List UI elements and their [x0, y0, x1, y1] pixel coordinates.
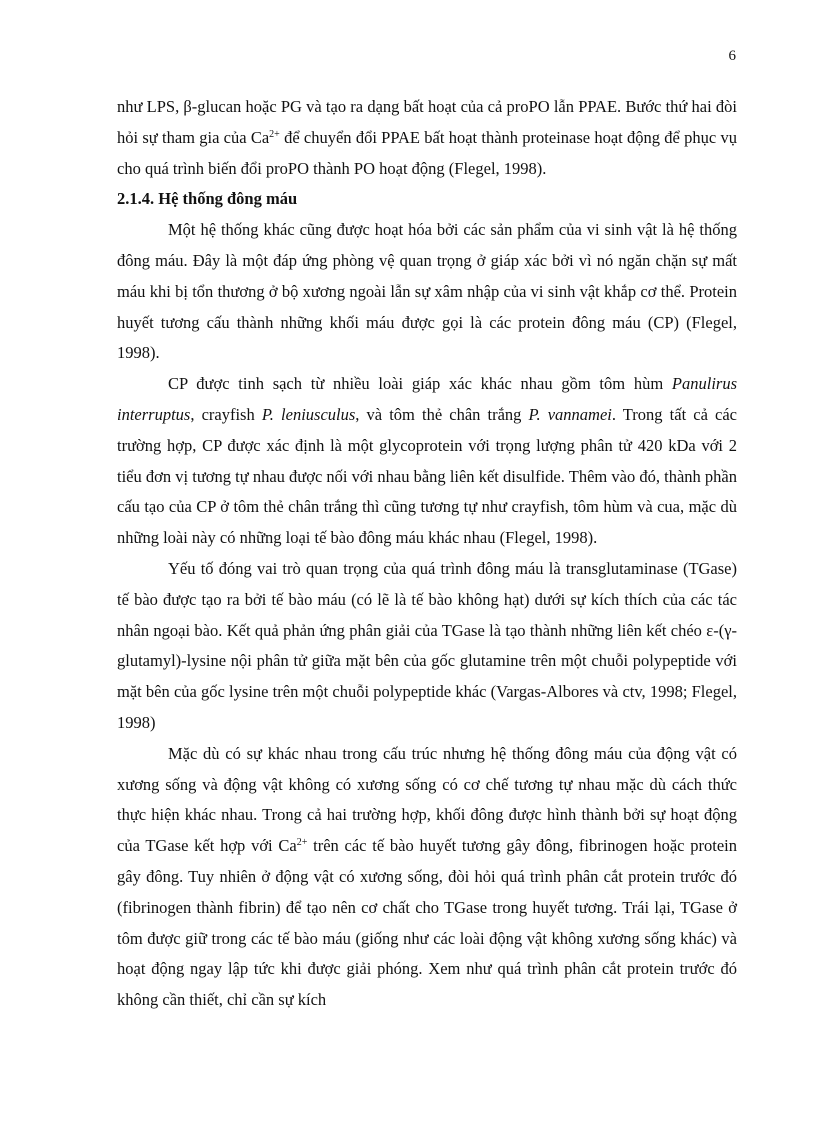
paragraph-continued: [117, 92, 737, 184]
species-name: Panulirus interruptus: [117, 374, 737, 424]
text-segment: , và tôm thẻ chân trắng: [355, 404, 529, 424]
paragraph-4: [117, 739, 737, 1016]
document-body: [117, 92, 737, 1016]
text-segment: trên các tế bào huyết tương gây đông, fibrinogen hoặc protein gây đông. Tuy nhiên ở động vật có xương sống, đòi hỏi quá trình phân cắt protein trước đó (fibrinogen thành fibrin) để tạo nên cơ chất cho TGase trong huyết tương. Trái lại, TGase ở tôm được giữ trong các tế bào máu (giống như các loài động vật không xương sống khác) và hoạt động ngay lập tức khi được giải phóng. Xem như quá trình phân cắt protein trước đó không cần thiết, chỉ cần sự kích: [117, 836, 738, 1010]
text-segment: , crayfish: [190, 404, 262, 424]
text-segment: để chuyển đổi PPAE bất hoạt thành proteinase hoạt động để phục vụ cho quá trình biến đổi proPO thành PO hoạt động (Flegel, 1998).: [117, 127, 737, 178]
species-name: P. vannamei: [528, 404, 612, 424]
text-segment: . Trong tất cả các trường hợp, CP được xác định là một glycoprotein với trọng lượng phân tử 420 kDa với 2 tiểu đơn vị tương tự nhau được nối với nhau bằng liên kết disulfide. Thêm vào đó, thành phần cấu tạo của CP ở tôm thẻ chân trắng thì cũng tương tự như crayfish, tôm hùm và cua, mặc dù những loài này có những loại tế bào đông máu khác nhau (Flegel, 1998).: [117, 404, 737, 548]
species-name: P. leniusculus: [261, 404, 356, 424]
page-number: 6: [728, 48, 736, 64]
paragraph-3: Yếu tố đóng vai trò quan trọng của quá trình đông máu là transglutaminase (TGase) tế bào được tạo ra bởi tế bào máu (có lẽ là tế bào không hạt) dưới sự kích thích của các tác nhân ngoại bào. Kết quả phản ứng phân giải của TGase là tạo thành những liên kết chéo ε-(γ-glutamyl)-lysine nội phân tử giữa mặt bên của gốc glutamine trên một chuỗi polypeptide với mặt bên của gốc lysine trên một chuỗi polypeptide khác (Vargas-Albores và ctv, 1998; Flegel, 1998): [117, 558, 737, 732]
superscript: 2+: [296, 837, 308, 849]
text-segment: Mặc dù có sự khác nhau trong cấu trúc nhưng hệ thống đông máu của động vật có xương sống và động vật không có xương sống có cơ chế tương tự nhau mặc dù cách thức thực hiện khác nhau. Trong cả hai trường hợp, khối đông được hình thành bởi sự hoạt động của TGase kết hợp với Ca: [117, 743, 737, 856]
text-segment: như LPS, β-glucan hoặc PG và tạo ra dạng bất hoạt của cả proPO lẫn PPAE. Bước thứ hai đòi hỏi sự tham gia của Ca: [117, 97, 737, 147]
section-heading: 2.1.4. Hệ thống đông máu: [117, 189, 298, 209]
paragraph-1: Một hệ thống khác cũng được hoạt hóa bởi các sản phẩm của vi sinh vật là hệ thống đông máu. Đây là một đáp ứng phòng vệ quan trọng ở giáp xác bởi vì nó ngăn chặn sự mất máu khi bị tổn thương ở bộ xương ngoài lẫn sự xâm nhập của vi sinh vật khắp cơ thể. Protein huyết tương cấu thành những khối máu được gọi là các protein đông máu (CP) (Flegel, 1998).: [117, 220, 737, 363]
superscript: 2+: [269, 128, 280, 140]
paragraph-2: [117, 369, 737, 554]
text-segment: CP được tinh sạch từ nhiều loài giáp xác khác nhau gồm tôm hùm: [168, 374, 672, 394]
